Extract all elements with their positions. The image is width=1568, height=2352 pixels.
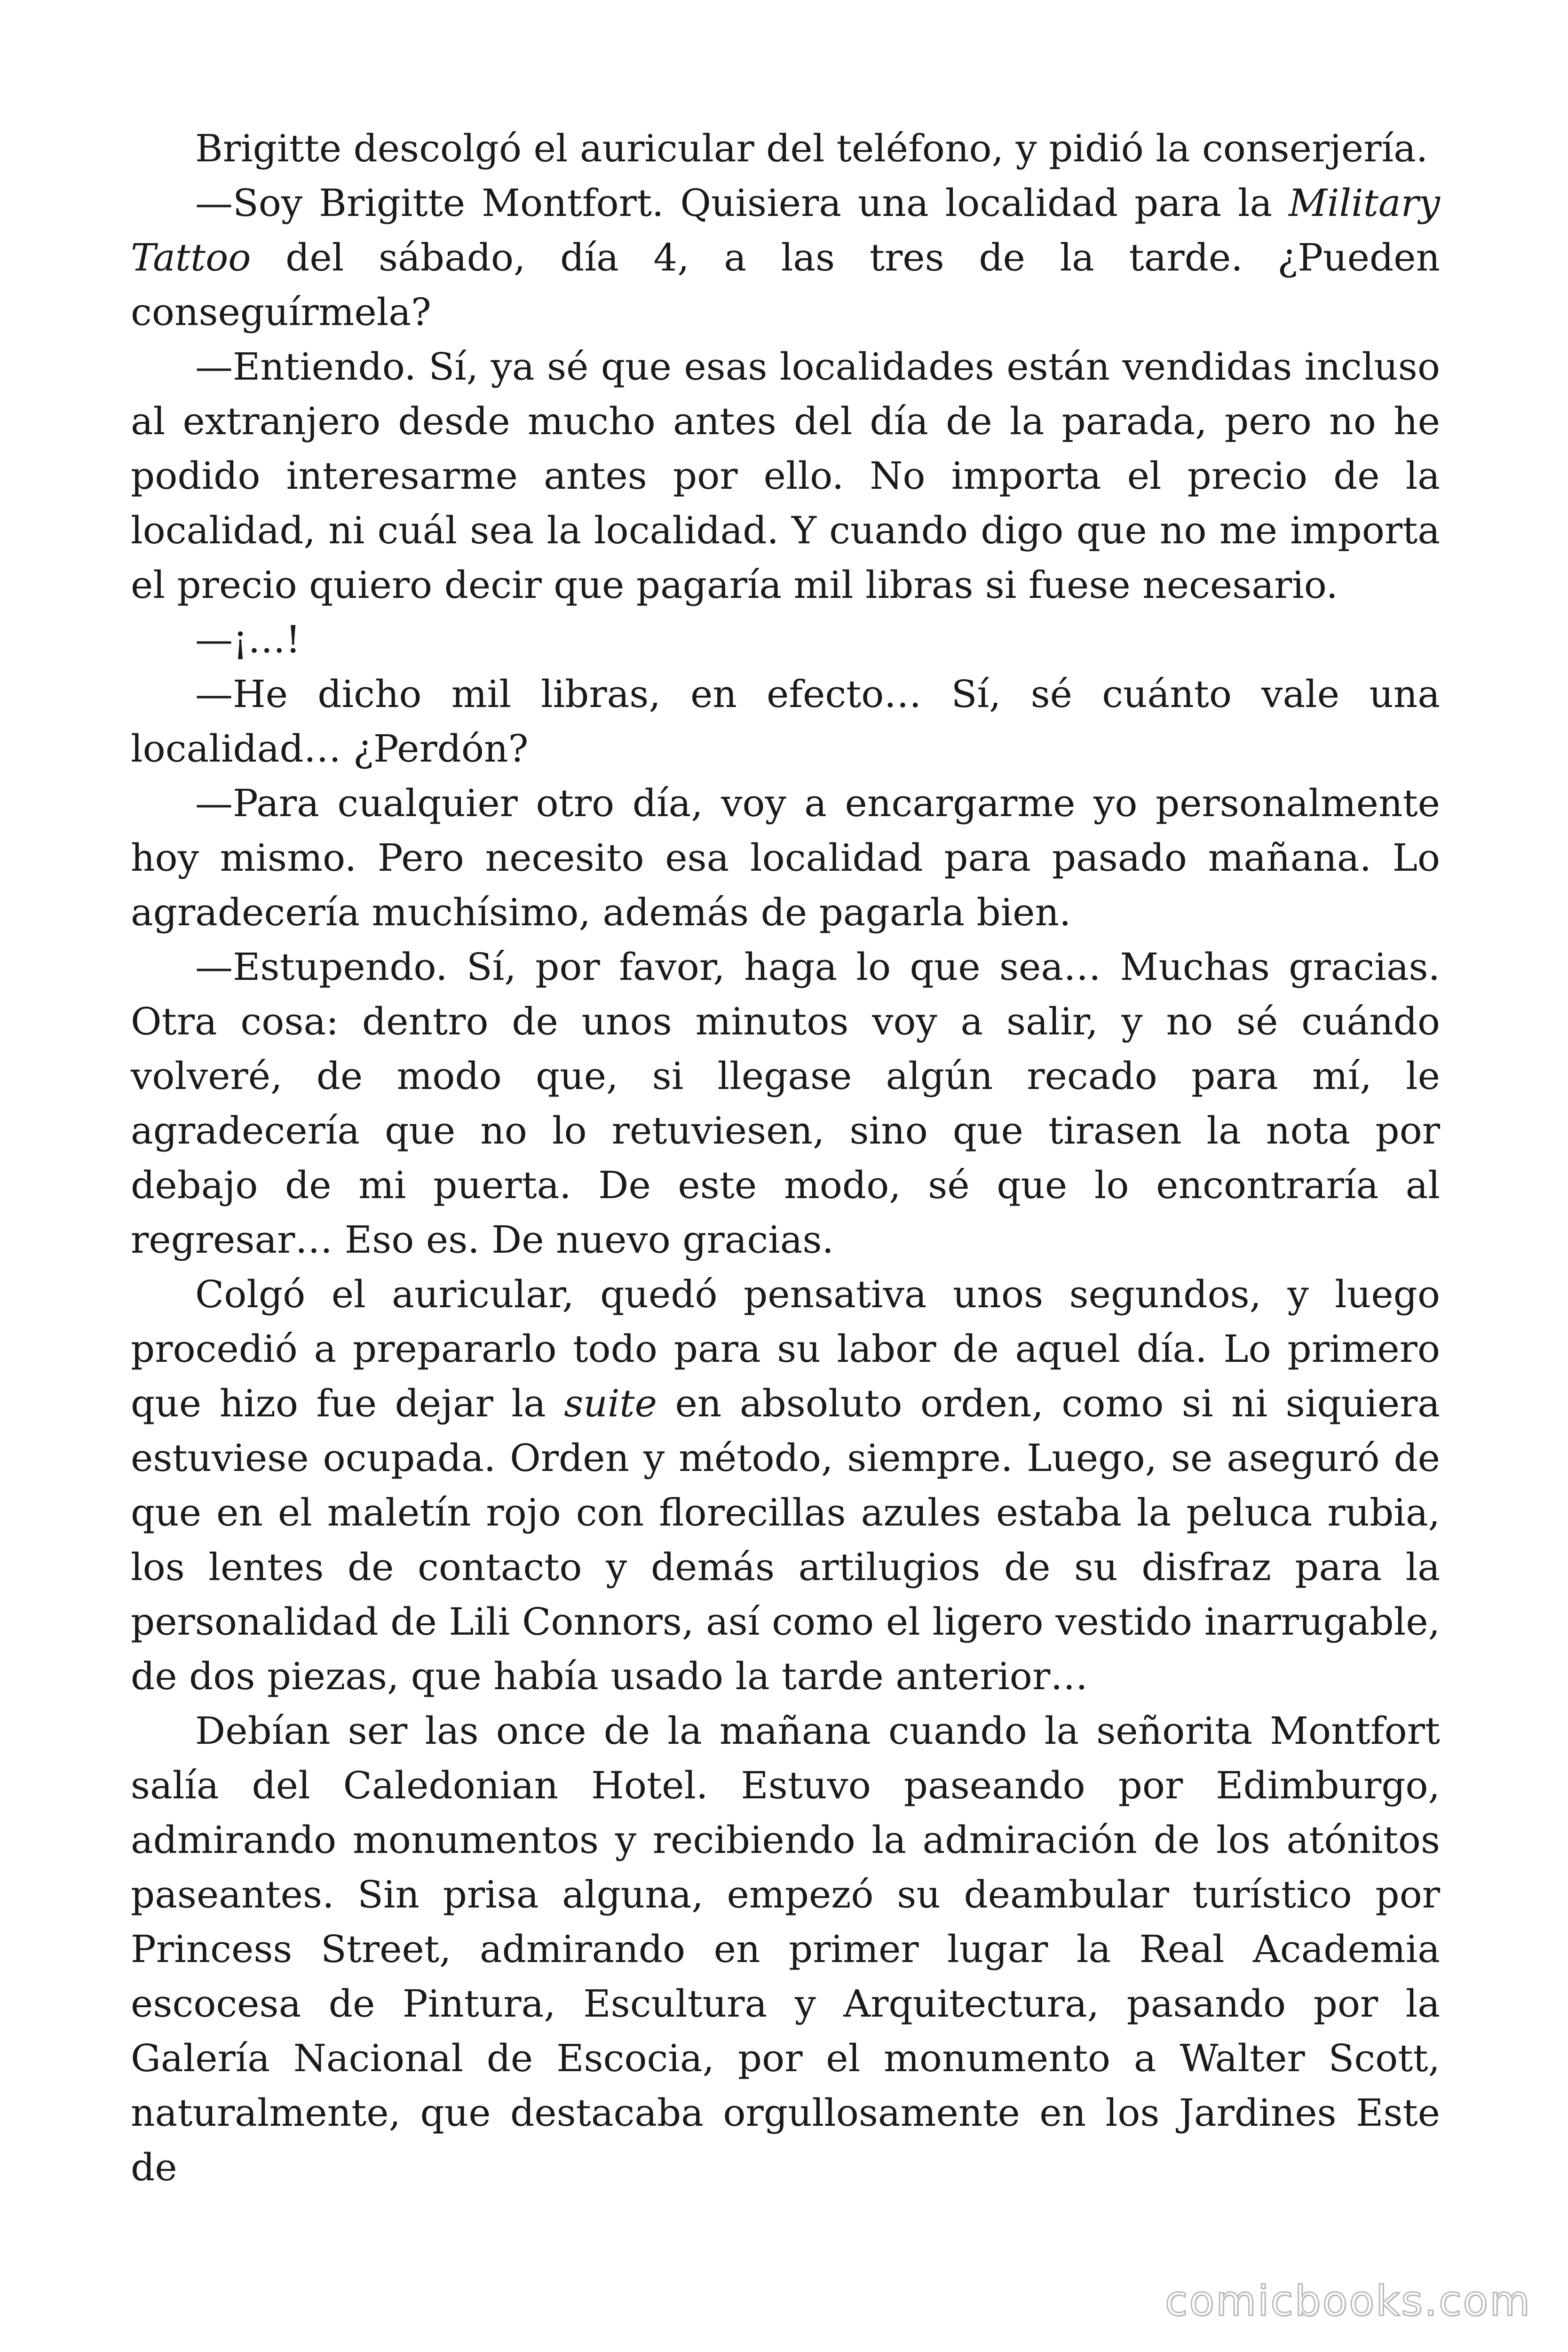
text-segment: del sábado, día 4, a las tres de la tarde. ¿Pueden conseguírmela? <box>131 236 1440 334</box>
text-segment: —¡…! <box>195 618 301 661</box>
paragraph <box>131 1704 1440 2195</box>
paragraph <box>131 776 1440 940</box>
text-segment: —Estupendo. Sí, por favor, haga lo que sea… Muchas gracias. Otra cosa: dentro de unos minutos voy a salir, y no sé cuándo volveré, de modo que, si llegase algún recado para mí, le agradecería que no lo retuviesen, sino que tirasen la nota por debajo de mi puerta. De este modo, sé que lo encontraría al regresar… Eso es. De nuevo gracias. <box>131 945 1440 1262</box>
text-segment: en absoluto orden, como si ni siquiera estuviese ocupada. Orden y método, siempre. Luego, se aseguró de que en el maletín rojo con florecillas azules estaba la peluca rubia, los lentes de contacto y demás artilugios de su disfraz para la personalidad de Lili Connors, así como el ligero vestido inarrugable, de dos piezas, que había usado la tarde anterior… <box>131 1382 1440 1698</box>
italic-text-segment: Military Tattoo <box>131 181 1440 279</box>
paragraph <box>131 121 1440 176</box>
text-segment: —He dicho mil libras, en efecto… Sí, sé cuánto vale una localidad… ¿Perdón? <box>131 672 1440 771</box>
body-text <box>131 121 1440 2195</box>
text-segment: —Soy Brigitte Montfort. Quisiera una localidad para la <box>195 181 1289 225</box>
paragraph <box>131 340 1440 612</box>
paragraph <box>131 667 1440 776</box>
text-segment: Debían ser las once de la mañana cuando la señorita Montfort salía del Caledonian Hotel. Estuvo paseando por Edimburgo, admirando monumentos y recibiendo la admiración de los atónitos paseantes. Sin prisa alguna, empezó su deambular turístico por Princess Street, admirando en primer lugar la Real Academia escocesa de Pintura, Escultura y Arquitectura, pasando por la Galería Nacional de Escocia, por el monumento a Walter Scott, naturalmente, que destacaba orgullosamente en los Jardines Este de <box>131 1709 1440 2189</box>
paragraph <box>131 1267 1440 1704</box>
paragraph <box>131 612 1440 667</box>
text-segment: —Para cualquier otro día, voy a encargarme yo personalmente hoy mismo. Pero necesito esa localidad para pasado mañana. Lo agradecería muchísimo, además de pagarla bien. <box>131 781 1440 934</box>
text-segment: Colgó el auricular, quedó pensativa unos segundos, y luego procedió a prepararlo todo para su labor de aquel día. Lo primero que hizo fue dejar la <box>131 1272 1440 1425</box>
text-segment: Brigitte descolgó el auricular del teléfono, y pidió la conserjería. <box>195 127 1428 170</box>
paragraph <box>131 940 1440 1267</box>
paragraph <box>131 176 1440 340</box>
italic-text-segment: suite <box>564 1382 657 1425</box>
text-segment: —Entiendo. Sí, ya sé que esas localidades están vendidas incluso al extranjero desde mucho antes del día de la parada, pero no he podido interesarme antes por ello. No importa el precio de la localidad, ni cuál sea la localidad. Y cuando digo que no me importa el precio quiero decir que pagaría mil libras si fuese necesario. <box>131 345 1440 607</box>
watermark: comicbooks.com <box>1164 2277 1531 2325</box>
